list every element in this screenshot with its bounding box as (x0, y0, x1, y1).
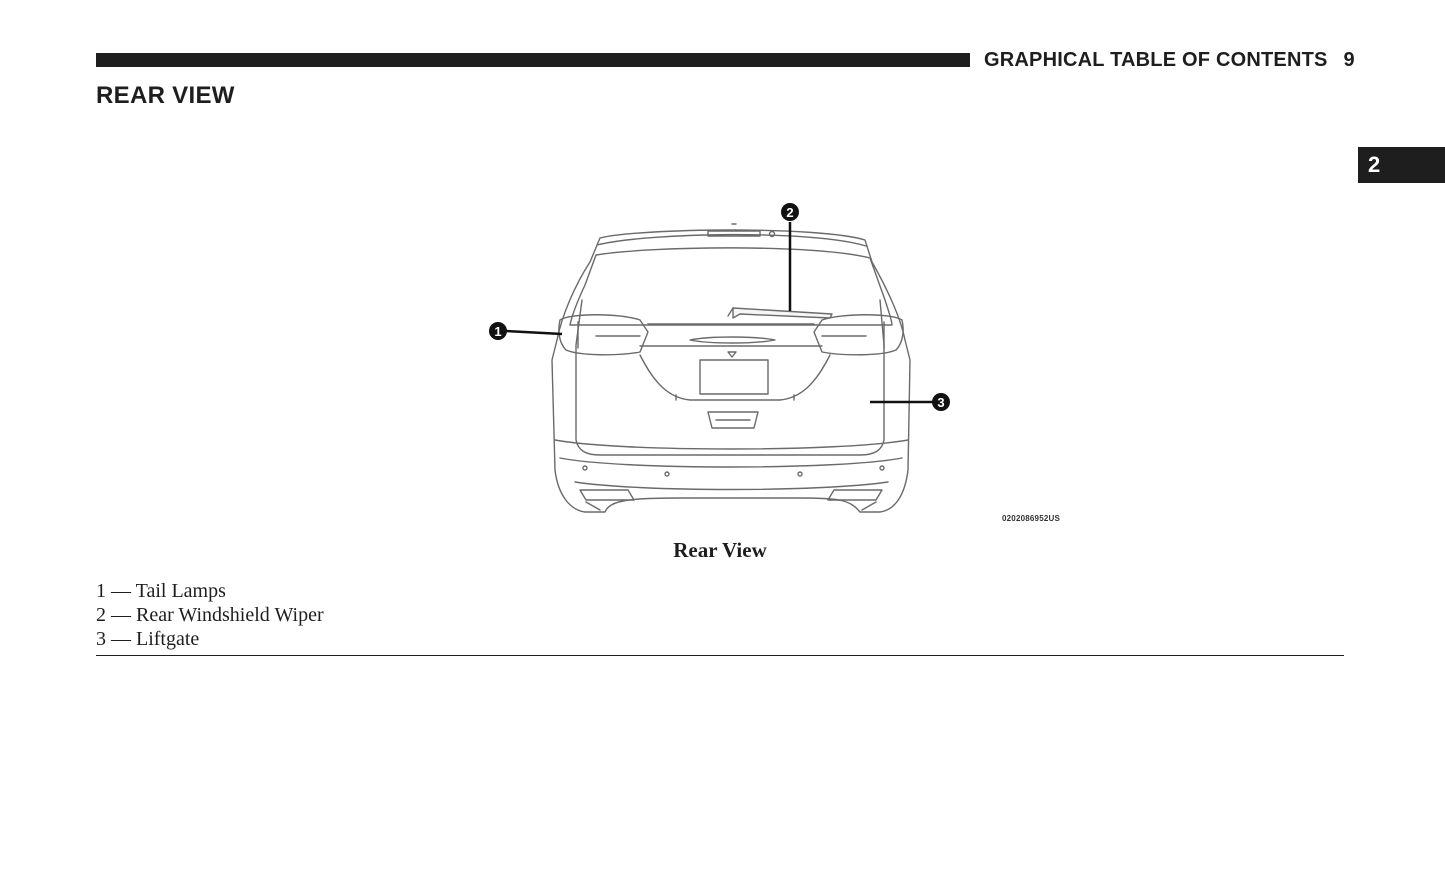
callout-1-marker (489, 322, 507, 340)
header-title: GRAPHICAL TABLE OF CONTENTS (984, 49, 1328, 71)
legend-item: 2 — Rear Windshield Wiper (96, 604, 324, 626)
callout-2-marker (781, 203, 799, 221)
callout-3-label: 3 (937, 395, 945, 410)
section-title: REAR VIEW (96, 82, 235, 109)
legend-item: 1 — Tail Lamps (96, 580, 226, 602)
rear-view-illustration (470, 190, 1090, 535)
figure-code: 0202086952US (1002, 514, 1061, 523)
chapter-tab: 2 (1358, 147, 1445, 183)
callout-1-label: 1 (494, 324, 502, 339)
page-number: 9 (1343, 49, 1355, 71)
section-divider (96, 655, 1344, 656)
legend-list (96, 579, 324, 651)
header-bar (96, 53, 970, 67)
running-header (984, 49, 1355, 72)
legend-item: 3 — Liftgate (96, 628, 200, 650)
callout-3-marker (932, 393, 950, 411)
figure-caption: Rear View (673, 538, 767, 562)
callout-2-label: 2 (786, 205, 794, 220)
